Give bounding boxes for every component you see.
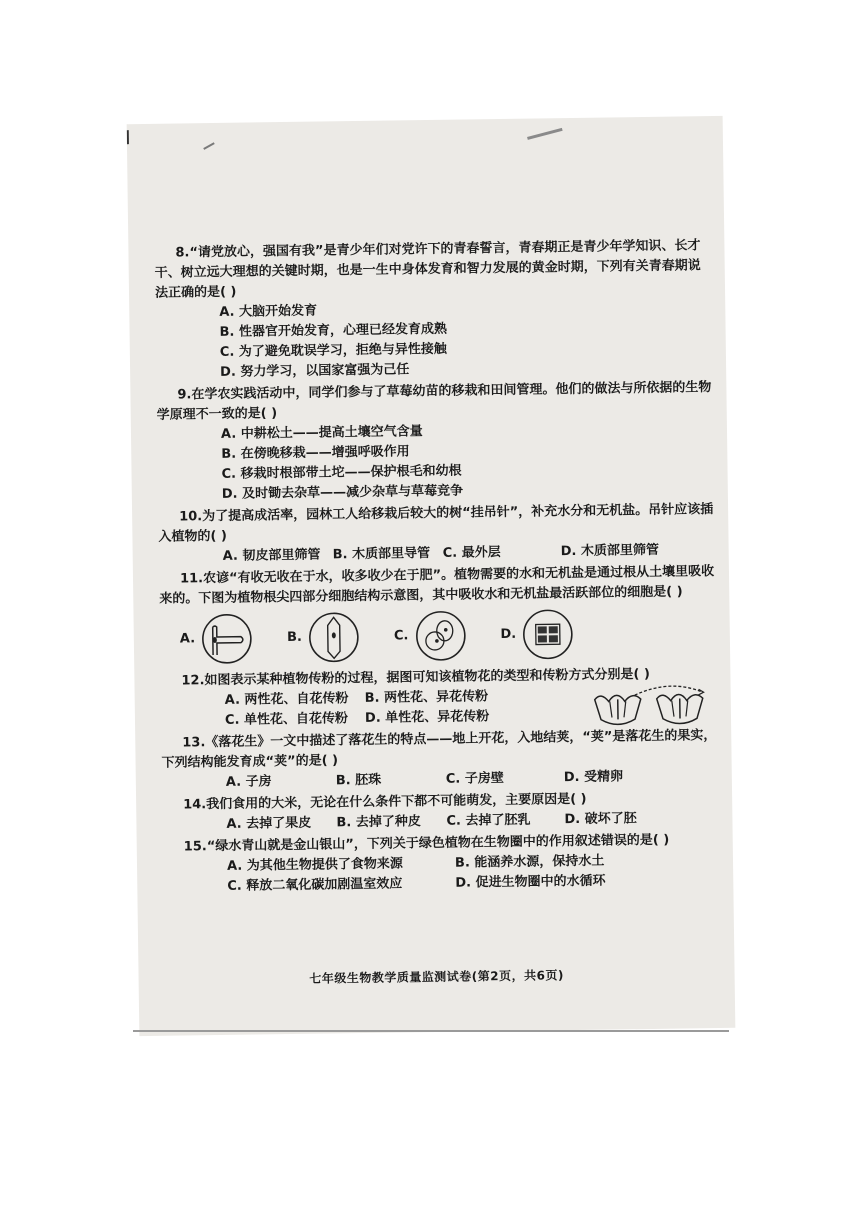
meristem-cells-icon	[522, 608, 575, 661]
question-10	[158, 500, 715, 568]
root-cap-cells-icon	[414, 610, 467, 663]
question-text: 我们食用的大米，无论在什么条件下都不可能萌发，主要原因是( )	[206, 791, 587, 813]
option-c[interactable]: C. 释放二氧化碳加剧温室效应	[227, 876, 403, 894]
option-c[interactable]: C. 为了避免耽误学习，拒绝与异性接触	[219, 341, 447, 360]
question-text: 农谚“有收无收在于水，收多收少在于肥”。植物需要的水和无机盐是通过根从土壤里吸收来的。下图为植物根尖四部分细胞结构示意图，其中吸收水和无机盐最活跃部位的细胞是( )	[159, 564, 715, 607]
option-b[interactable]: B. 木质部里导管	[332, 546, 431, 563]
option-d[interactable]: D. 促进生物圈中的水循环	[455, 873, 606, 891]
option-a[interactable]: A. 子房	[225, 774, 272, 790]
option-a[interactable]: A. 为其他生物提供了食物来源	[226, 856, 403, 874]
question-number: 14.	[183, 797, 207, 813]
option-b[interactable]: B. 两性花、异花传粉	[364, 689, 489, 706]
option-c[interactable]	[394, 610, 467, 663]
option-label: C.	[393, 628, 409, 644]
option-a[interactable]	[179, 612, 253, 665]
option-a[interactable]: A. 韧皮部里筛管	[222, 547, 321, 564]
scan-mark	[203, 142, 214, 150]
scan-edge	[133, 1030, 729, 1032]
option-d[interactable]: D. 破坏了胚	[564, 811, 637, 828]
question-14	[162, 788, 719, 836]
option-label: D.	[500, 626, 517, 643]
option-a[interactable]: A. 去掉了果皮	[226, 815, 312, 832]
question-text: 在学农实践活动中，同学们参与了草莓幼苗的移栽和田间管理。他们的做法与所依据的生物学原理不一致的是( )	[156, 380, 712, 423]
option-b[interactable]	[287, 611, 361, 664]
question-number: 8.	[175, 245, 190, 261]
question-number: 10.	[179, 509, 203, 525]
option-c[interactable]: C. 去掉了胚乳	[446, 812, 531, 829]
page-footer: 七年级生物教学质量监测试卷(第2页，共6页)	[309, 968, 565, 986]
question-text: 为了提高成活率，园林工人给移栽后较大的树“挂吊针”，补充水分和无机盐。吊针应该插入植物的( )	[158, 502, 714, 545]
option-d[interactable]: D. 单性花、异花传粉	[364, 709, 490, 726]
option-b[interactable]: B. 在傍晚移栽——增强呼吸作用	[221, 444, 410, 462]
scan-mark	[527, 128, 563, 140]
question-12	[160, 664, 717, 732]
scan-mark	[127, 130, 129, 144]
root-hair-cell-icon	[201, 612, 254, 665]
question-11	[159, 562, 716, 666]
question-number: 12.	[181, 673, 205, 689]
question-15	[163, 830, 720, 898]
question-8	[154, 236, 712, 384]
option-a[interactable]: A. 大脑开始发育	[219, 303, 318, 320]
question-9	[156, 378, 714, 506]
option-b[interactable]: B. 能涵养水源，保持水土	[454, 853, 605, 871]
option-d[interactable]: D. 受精卵	[563, 769, 624, 786]
question-13	[161, 726, 718, 794]
option-label: A.	[179, 631, 196, 647]
question-text: “绿水青山就是金山银山”，下列关于绿色植物在生物圈中的作用叙述错误的是( )	[206, 832, 670, 855]
exam-content	[154, 236, 719, 900]
option-c[interactable]: C. 子房壁	[445, 771, 504, 787]
option-a[interactable]: A. 中耕松土——提高土壤空气含量	[220, 424, 423, 442]
root-cells-figure	[160, 606, 717, 666]
question-number: 13.	[182, 735, 206, 751]
option-c[interactable]: C. 移栽时根部带土坨——保护根毛和幼根	[221, 463, 462, 482]
question-text: 《落花生》一文中描述了落花生的特点——地上开花，入地结荚，“荚”是落花生的果实，下列结构能发育成“荚”的是( )	[161, 728, 717, 771]
scanned-page	[127, 116, 736, 1036]
option-label: B.	[286, 629, 303, 646]
option-b[interactable]: B. 胚珠	[335, 772, 382, 789]
option-d[interactable]: D. 木质部里筛管	[560, 542, 660, 560]
option-c[interactable]: C. 最外层	[442, 545, 501, 561]
option-a[interactable]: A. 两性花、自花传粉	[224, 691, 349, 708]
question-text: 如图表示某种植物传粉的过程，据图可知该植物花的类型和传粉方式分别是( )	[204, 666, 650, 689]
question-number: 11.	[179, 571, 204, 587]
question-text: “请党放心，强国有我”是青少年们对党许下的青春誓言，青春期正是青少年学知识、长才干、树立远大理想的关键时期，也是一生中身体发育和智力发展的黄金时期，下列有关青春期说法正确的是( )	[154, 238, 701, 301]
option-d[interactable]: D. 及时锄去杂草——减少杂草与草莓竞争	[221, 483, 464, 502]
option-d[interactable]	[500, 608, 574, 661]
option-d[interactable]: D. 努力学习，以国家富强为己任	[220, 362, 410, 380]
question-number: 9.	[177, 387, 192, 403]
option-b[interactable]: B. 性器官开始发育，心理已经发育成熟	[219, 321, 448, 340]
question-number: 15.	[183, 839, 207, 855]
option-c[interactable]: C. 单性花、自花传粉	[224, 711, 349, 728]
elongation-cell-icon	[308, 611, 361, 664]
pollination-flowers-icon	[591, 684, 722, 730]
option-b[interactable]: B. 去掉了种皮	[336, 814, 421, 831]
